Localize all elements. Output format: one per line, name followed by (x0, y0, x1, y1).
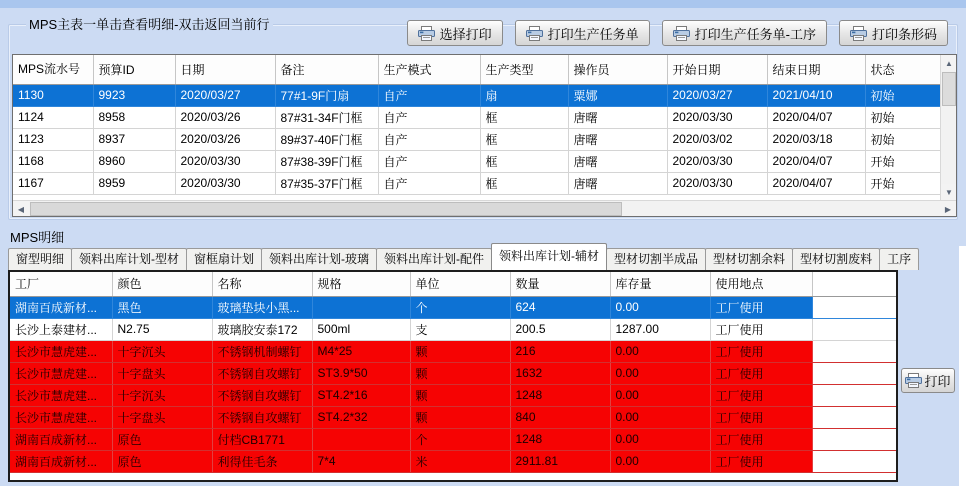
cell[interactable]: 2020/04/07 (767, 150, 865, 172)
cell[interactable]: 2911.81 (510, 450, 610, 472)
cell[interactable]: 1632 (510, 362, 610, 384)
filler-cell (812, 384, 896, 406)
cell[interactable]: 0.00 (610, 296, 710, 318)
cell[interactable]: 2020/03/26 (175, 128, 275, 150)
cell[interactable]: 自产 (378, 172, 480, 194)
cell[interactable]: 颗 (410, 384, 510, 406)
cell[interactable]: 1248 (510, 428, 610, 450)
cell[interactable]: 粟娜 (568, 84, 667, 106)
cell[interactable]: 十字盘头 (112, 362, 212, 384)
filler-cell (812, 340, 896, 362)
cell[interactable]: 2020/04/07 (767, 106, 865, 128)
scroll-right-icon[interactable] (940, 201, 956, 217)
cell[interactable]: 1248 (510, 384, 610, 406)
cell[interactable]: 长沙市慧虎建... (10, 362, 112, 384)
cell[interactable]: 十字沉头 (112, 384, 212, 406)
cell[interactable]: 开始 (865, 172, 940, 194)
tab-item[interactable]: 工序 (879, 248, 919, 270)
cell[interactable]: 长沙市慧虎建... (10, 384, 112, 406)
cell[interactable]: 付档CB1771 (212, 428, 312, 450)
column-header[interactable]: 单位 (410, 272, 510, 296)
scroll-up-icon[interactable] (941, 55, 957, 71)
cell[interactable]: 十字盘头 (112, 406, 212, 428)
cell[interactable]: 原色 (112, 428, 212, 450)
table-row[interactable] (13, 172, 940, 194)
cell[interactable]: 1287.00 (610, 318, 710, 340)
detail-print-button-label: 打印 (924, 374, 951, 389)
print-button-label: 选择打印 (439, 26, 492, 42)
tab-item[interactable]: 型材切割余料 (705, 248, 793, 270)
cell[interactable]: 87#38-39F门框 (275, 150, 378, 172)
print-button[interactable] (515, 20, 650, 46)
mps-main-table (12, 54, 957, 217)
table-row[interactable] (10, 362, 896, 384)
cell[interactable]: 唐曙 (568, 106, 667, 128)
cell[interactable]: N2.75 (112, 318, 212, 340)
cell[interactable]: 个 (410, 296, 510, 318)
cell[interactable]: 1168 (13, 150, 93, 172)
column-header[interactable]: 结束日期 (767, 55, 865, 84)
tab-item[interactable]: 领料出库计划-配件 (376, 248, 492, 270)
cell[interactable]: 7*4 (312, 450, 410, 472)
cell[interactable]: 2020/03/30 (667, 150, 767, 172)
cell[interactable]: 湖南百成新材... (10, 428, 112, 450)
tab-item[interactable]: 领料出库计划-型材 (71, 248, 187, 270)
cell[interactable]: 840 (510, 406, 610, 428)
cell[interactable]: 自产 (378, 128, 480, 150)
print-button-row (407, 20, 948, 46)
cell[interactable]: 湖南百成新材... (10, 296, 112, 318)
column-header[interactable]: 数量 (510, 272, 610, 296)
cell[interactable]: 0.00 (610, 340, 710, 362)
print-button[interactable] (662, 20, 827, 46)
cell[interactable]: 工厂使用 (710, 296, 812, 318)
cell[interactable]: 玻璃垫块小黑... (212, 296, 312, 318)
table-row[interactable] (13, 150, 940, 172)
cell[interactable]: 颗 (410, 362, 510, 384)
cell[interactable]: 唐曙 (568, 150, 667, 172)
printer-icon (418, 26, 435, 41)
cell[interactable]: 2020/03/26 (175, 106, 275, 128)
vertical-scrollbar[interactable] (940, 55, 956, 200)
cell[interactable]: 624 (510, 296, 610, 318)
main-table-header-row (13, 55, 940, 84)
column-header[interactable]: 生产类型 (480, 55, 568, 84)
cell[interactable]: 不锈钢自攻螺钉 (212, 362, 312, 384)
printer-icon (905, 373, 922, 388)
cell[interactable]: 8958 (93, 106, 175, 128)
cell[interactable]: 1124 (13, 106, 93, 128)
cell[interactable]: 框 (480, 172, 568, 194)
print-button-label: 打印生产任务单 (547, 26, 639, 42)
detail-table-panel (8, 270, 898, 482)
cell[interactable]: 2020/03/30 (667, 172, 767, 194)
vertical-scroll-thumb[interactable] (942, 72, 956, 106)
cell[interactable]: 唐曙 (568, 172, 667, 194)
cell[interactable]: 2020/03/27 (175, 84, 275, 106)
column-header[interactable]: 开始日期 (667, 55, 767, 84)
cell[interactable] (312, 296, 410, 318)
cell[interactable]: M4*25 (312, 340, 410, 362)
column-header-label: MPS流水号 (18, 62, 81, 77)
printer-icon (526, 26, 543, 41)
scroll-left-icon[interactable] (13, 201, 29, 217)
filler-cell (812, 428, 896, 450)
cell[interactable]: 8959 (93, 172, 175, 194)
tab-item[interactable]: 型材切割半成品 (606, 248, 706, 270)
table-row[interactable] (10, 450, 896, 472)
cell[interactable]: 初始 (865, 128, 940, 150)
cell[interactable]: 十字沉头 (112, 340, 212, 362)
table-row[interactable] (10, 428, 896, 450)
cell[interactable]: 框 (480, 128, 568, 150)
cell[interactable]: 支 (410, 318, 510, 340)
cell[interactable]: 工厂使用 (710, 450, 812, 472)
print-button-label: 打印条形码 (871, 26, 937, 42)
column-header[interactable]: 工厂 (10, 272, 112, 296)
cell[interactable]: 1130 (13, 84, 93, 106)
cell[interactable]: 8937 (93, 128, 175, 150)
cell[interactable]: 0.00 (610, 406, 710, 428)
cell[interactable]: 87#35-37F门框 (275, 172, 378, 194)
right-edge-strip (959, 246, 966, 492)
print-button[interactable] (407, 20, 503, 46)
column-header[interactable]: 颜色 (112, 272, 212, 296)
column-header[interactable]: 名称 (212, 272, 312, 296)
column-header[interactable]: 状态 (865, 55, 940, 84)
cell[interactable]: 自产 (378, 84, 480, 106)
cell[interactable]: 黑色 (112, 296, 212, 318)
column-header[interactable]: 生产模式 (378, 55, 480, 84)
cell[interactable]: 原色 (112, 450, 212, 472)
cell[interactable]: 2020/03/30 (667, 106, 767, 128)
table-row[interactable] (10, 318, 896, 340)
cell[interactable]: 框 (480, 150, 568, 172)
table-row[interactable] (13, 84, 940, 106)
horizontal-scroll-thumb[interactable] (30, 202, 622, 216)
column-header[interactable]: 备注 (275, 55, 378, 84)
filler-cell (812, 450, 896, 472)
cell[interactable]: 不锈钢机制螺钉 (212, 340, 312, 362)
column-header[interactable]: 规格 (312, 272, 410, 296)
cell[interactable]: 不锈钢自攻螺钉 (212, 384, 312, 406)
filler-cell (812, 318, 896, 340)
column-header[interactable]: 操作员 (568, 55, 667, 84)
filler-cell (812, 362, 896, 384)
cell[interactable]: 唐曙 (568, 128, 667, 150)
bottom-edge-strip (0, 486, 966, 492)
cell[interactable]: 框 (480, 106, 568, 128)
cell[interactable]: 500ml (312, 318, 410, 340)
horizontal-scrollbar[interactable] (13, 200, 956, 216)
filler-cell (812, 406, 896, 428)
window-top-strip (0, 0, 966, 8)
cell[interactable]: 工厂使用 (710, 384, 812, 406)
cell[interactable]: 2020/03/02 (667, 128, 767, 150)
cell[interactable]: ST3.9*50 (312, 362, 410, 384)
cell[interactable]: 2021/04/10 (767, 84, 865, 106)
cell[interactable]: 216 (510, 340, 610, 362)
cell[interactable]: 2020/03/30 (175, 172, 275, 194)
column-header[interactable]: 使用地点 (710, 272, 812, 296)
cell[interactable]: 89#37-40F门框 (275, 128, 378, 150)
cell[interactable]: 初始 (865, 106, 940, 128)
column-header[interactable]: 日期 (175, 55, 275, 84)
printer-icon (673, 26, 690, 41)
table-row[interactable] (13, 128, 940, 150)
table-row[interactable] (13, 106, 940, 128)
detail-table-header-row (10, 272, 896, 296)
cell[interactable]: 米 (410, 450, 510, 472)
cell[interactable]: 2020/03/27 (667, 84, 767, 106)
cell[interactable]: 9923 (93, 84, 175, 106)
cell[interactable]: 个 (410, 428, 510, 450)
cell[interactable]: 0.00 (610, 384, 710, 406)
cell[interactable]: 0.00 (610, 450, 710, 472)
scroll-down-icon[interactable] (941, 184, 957, 200)
cell[interactable]: 自产 (378, 150, 480, 172)
column-header[interactable]: 库存量 (610, 272, 710, 296)
detail-section-label: MPS明细 (10, 230, 65, 245)
cell[interactable]: 2020/03/30 (175, 150, 275, 172)
table-row[interactable] (10, 406, 896, 428)
cell[interactable]: 1167 (13, 172, 93, 194)
detail-print-button[interactable] (901, 368, 955, 393)
cell[interactable]: 工厂使用 (710, 340, 812, 362)
cell[interactable]: 颗 (410, 340, 510, 362)
cell[interactable]: ST4.2*32 (312, 406, 410, 428)
print-button[interactable] (839, 20, 948, 46)
printer-icon (850, 26, 867, 41)
tab-item[interactable]: 窗框扇计划 (186, 248, 262, 270)
cell[interactable]: 颗 (410, 406, 510, 428)
tab-item[interactable]: 型材切割废料 (792, 248, 880, 270)
cell[interactable]: 扇 (480, 84, 568, 106)
cell[interactable]: 0.00 (610, 362, 710, 384)
cell[interactable]: 0.00 (610, 428, 710, 450)
table-row[interactable] (10, 296, 896, 318)
cell[interactable]: 工厂使用 (710, 318, 812, 340)
cell[interactable]: 湖南百成新材... (10, 450, 112, 472)
cell[interactable]: 长沙市慧虎建... (10, 406, 112, 428)
cell[interactable]: 玻璃胶安泰172 (212, 318, 312, 340)
cell[interactable] (312, 428, 410, 450)
cell[interactable]: 8960 (93, 150, 175, 172)
cell[interactable]: 利得佳毛条 (212, 450, 312, 472)
tab-item[interactable]: 窗型明细 (8, 248, 72, 270)
cell[interactable]: 77#1-9F门扇 (275, 84, 378, 106)
cell[interactable]: 200.5 (510, 318, 610, 340)
table-row[interactable] (10, 340, 896, 362)
filler-cell (812, 272, 896, 296)
cell[interactable]: 2020/04/07 (767, 172, 865, 194)
cell[interactable]: 初始 (865, 84, 940, 106)
print-button-label: 打印生产任务单-工序 (694, 26, 816, 42)
cell[interactable]: 开始 (865, 150, 940, 172)
cell[interactable]: 87#31-34F门框 (275, 106, 378, 128)
cell[interactable]: ST4.2*16 (312, 384, 410, 406)
cell[interactable]: 工厂使用 (710, 362, 812, 384)
cell[interactable]: 不锈钢自攻螺钉 (212, 406, 312, 428)
cell[interactable]: 长沙上泰建材... (10, 318, 112, 340)
cell[interactable]: 工厂使用 (710, 428, 812, 450)
cell[interactable]: 1123 (13, 128, 93, 150)
main-section-title: MPS主表一单击查看明细-双击返回当前行 (26, 14, 273, 33)
cell[interactable]: 工厂使用 (710, 406, 812, 428)
cell[interactable]: 自产 (378, 106, 480, 128)
column-header[interactable] (13, 55, 93, 84)
cell[interactable]: 2020/03/18 (767, 128, 865, 150)
cell[interactable]: 长沙市慧虎建... (10, 340, 112, 362)
tab-item[interactable]: 领料出库计划-玻璃 (261, 248, 377, 270)
table-row[interactable] (10, 384, 896, 406)
column-header[interactable]: 预算ID (93, 55, 175, 84)
detail-tab-bar (8, 246, 918, 270)
filler-cell (812, 296, 896, 318)
tab-item[interactable]: 领料出库计划-辅材 (491, 243, 607, 270)
